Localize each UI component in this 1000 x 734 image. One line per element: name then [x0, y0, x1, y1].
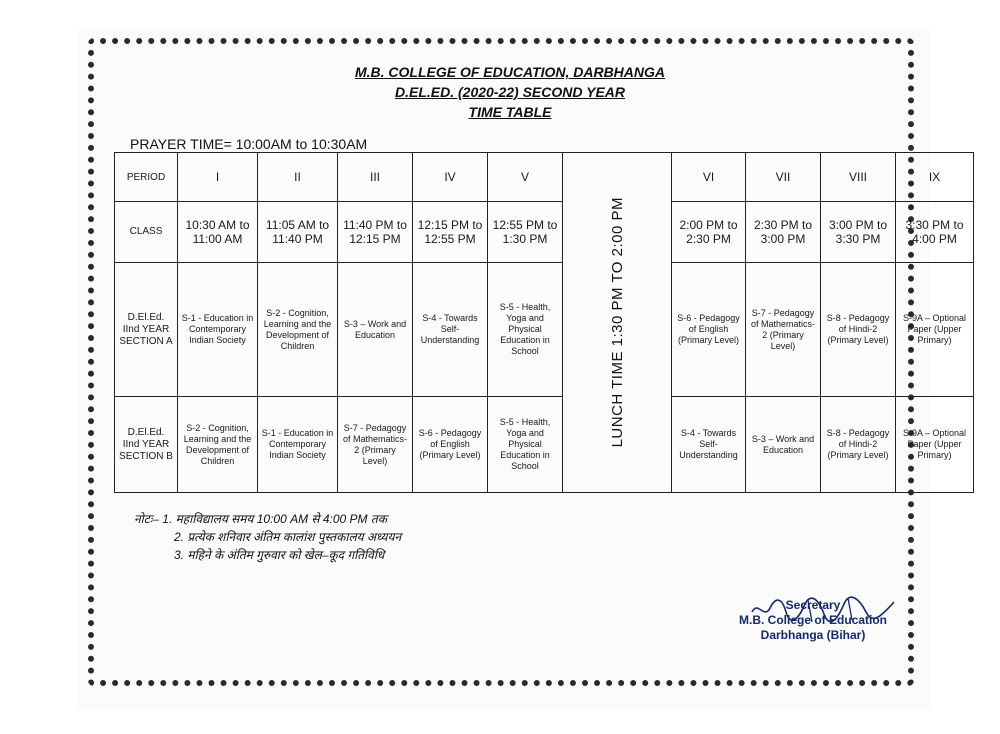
lunch-time: LUNCH TIME 1:30 PM TO 2:00 PM	[608, 197, 626, 448]
section-b-subject-2: S-1 - Education in Contemporary Indian Society	[258, 397, 338, 493]
signature-block	[738, 598, 888, 643]
section-a-subject-9: S-9A – Optional Paper (Upper Primary)	[896, 263, 974, 397]
signature-title: Secretary	[785, 598, 841, 612]
section-a-subject-7: S-7 - Pedagogy of Mathematics-2 (Primary Level)	[746, 263, 821, 397]
timetable-title: TIME TABLE	[468, 104, 552, 120]
college-heading: M.B. COLLEGE OF EDUCATION, DARBHANGA	[354, 64, 666, 80]
period-5: V	[488, 153, 563, 202]
signature-college: M.B. College of Education	[738, 613, 887, 627]
section-a-subject-2: S-2 - Cognition, Learning and the Development of Children	[258, 263, 338, 397]
period-6: VI	[672, 153, 746, 202]
section-a-subject-8: S-8 - Pedagogy of Hindi-2 (Primary Level)	[821, 263, 896, 397]
section-b-row	[115, 397, 974, 493]
time-1: 10:30 AM to 11:00 AM	[178, 202, 258, 263]
time-8: 3:00 PM to 3:30 PM	[821, 202, 896, 263]
course-heading: D.EL.ED. (2020-22) SECOND YEAR	[394, 84, 626, 100]
section-a-label: D.El.Ed. IInd YEAR SECTION A	[115, 263, 178, 397]
section-b-subject-9: S-9A – Optional Paper (Upper Primary)	[896, 397, 974, 493]
time-3: 11:40 PM to 12:15 PM	[338, 202, 413, 263]
time-4: 12:15 PM to 12:55 PM	[413, 202, 488, 263]
note-3: 3. महिने के अंतिम गुरुवार को खेल–कूद गतिविधि	[174, 548, 385, 562]
class-label: CLASS	[115, 202, 178, 263]
section-b-subject-1: S-2 - Cognition, Learning and the Development of Children	[178, 397, 258, 493]
period-3: III	[338, 153, 413, 202]
class-time-row	[115, 202, 974, 263]
section-a-row	[115, 263, 974, 397]
lunch-column	[563, 153, 672, 493]
section-a-subject-4: S-4 - Towards Self-Understanding	[413, 263, 488, 397]
notes-prefix: नोटः–	[134, 512, 159, 526]
note-2: 2. प्रत्येक शनिवार अंतिम कालांश पुस्तकालय अध्ययन	[174, 530, 402, 544]
section-a-subject-5: S-5 - Health, Yoga and Physical Education in School	[488, 263, 563, 397]
period-2: II	[258, 153, 338, 202]
period-label: PERIOD	[115, 153, 178, 202]
note-line-1	[134, 510, 401, 528]
section-a-subject-3: S-3 – Work and Education	[338, 263, 413, 397]
time-6: 2:00 PM to 2:30 PM	[672, 202, 746, 263]
section-b-subject-5: S-5 - Health, Yoga and Physical Education in School	[488, 397, 563, 493]
time-5: 12:55 PM to 1:30 PM	[488, 202, 563, 263]
time-9: 3:30 PM to 4:00 PM	[896, 202, 974, 263]
section-b-label: D.El.Ed. IInd YEAR SECTION B	[115, 397, 178, 493]
time-2: 11:05 AM to 11:40 PM	[258, 202, 338, 263]
timetable	[114, 152, 974, 493]
period-1: I	[178, 153, 258, 202]
period-8: VIII	[821, 153, 896, 202]
section-b-subject-3: S-7 - Pedagogy of Mathematics-2 (Primary Level)	[338, 397, 413, 493]
section-b-subject-4: S-6 - Pedagogy of English (Primary Level)	[413, 397, 488, 493]
notes	[134, 510, 401, 564]
section-b-subject-7: S-3 – Work and Education	[746, 397, 821, 493]
section-a-subject-6: S-6 - Pedagogy of English (Primary Level)	[672, 263, 746, 397]
period-9: IX	[896, 153, 974, 202]
prayer-time: PRAYER TIME= 10:00AM to 10:30AM	[130, 136, 368, 152]
section-a-subject-1: S-1 - Education in Contemporary Indian Society	[178, 263, 258, 397]
period-row	[115, 153, 974, 202]
section-b-subject-6: S-4 - Towards Self-Understanding	[672, 397, 746, 493]
section-b-subject-8: S-8 - Pedagogy of Hindi-2 (Primary Level)	[821, 397, 896, 493]
time-7: 2:30 PM to 3:00 PM	[746, 202, 821, 263]
signature-place: Darbhanga (Bihar)	[760, 628, 866, 642]
period-7: VII	[746, 153, 821, 202]
period-4: IV	[413, 153, 488, 202]
note-1: 1. महाविद्यालय समय 10:00 AM से 4:00 PM तक	[162, 512, 387, 526]
